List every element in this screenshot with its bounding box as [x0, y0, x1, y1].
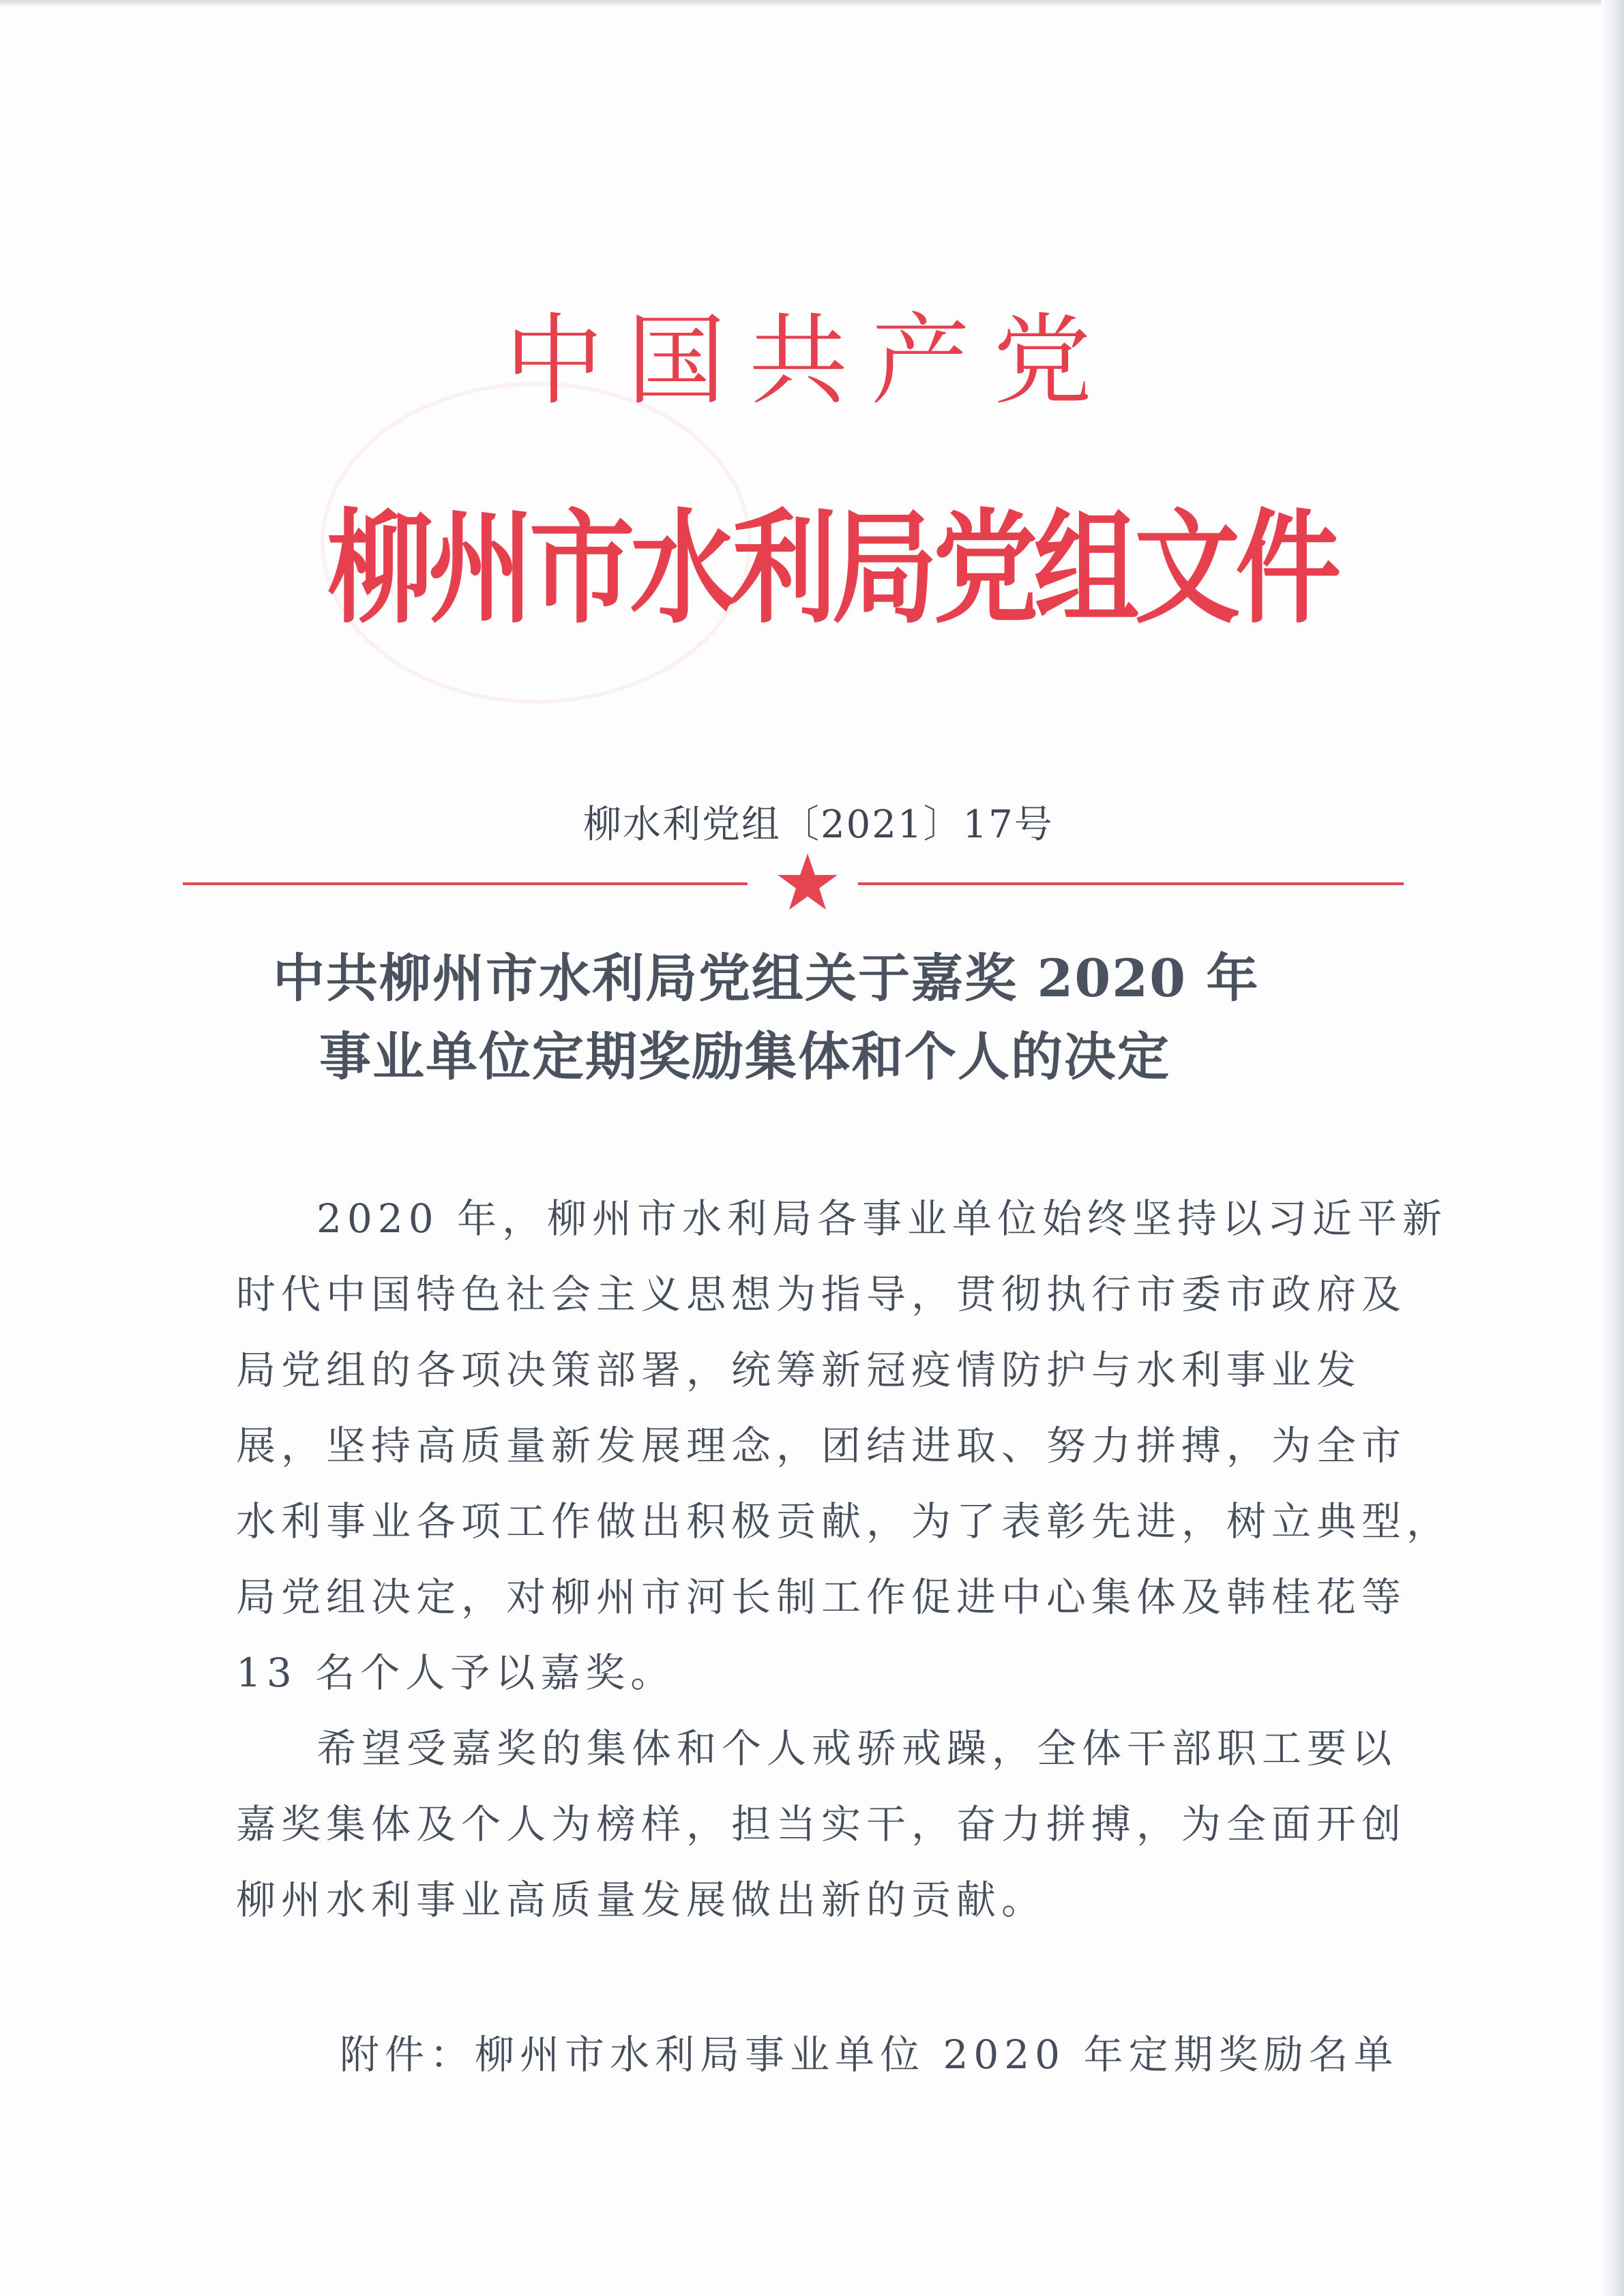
- star-icon: [776, 851, 839, 914]
- body-paragraph-1-line: 13 名个人予以嘉奖。: [236, 1650, 676, 1696]
- masthead-document-title: 柳州市水利局党组文件: [327, 498, 1337, 640]
- body-paragraph-2-line: 柳州水利事业高质量发展做出新的贡献。: [236, 1877, 1047, 1923]
- body-paragraph-1-line: 展，坚持高质量新发展理念，团结进取、努力拼搏，为全市: [236, 1422, 1407, 1469]
- masthead-issuer: 中国共产党: [505, 303, 1115, 419]
- body-paragraph-1-line: 局党组的各项决策部署，统筹新冠疫情防护与水利事业发: [236, 1347, 1362, 1393]
- scan-edge-top: [0, 0, 1624, 7]
- body-paragraph-1-line: 水利事业各项工作做出积极贡献，为了表彰先进，树立典型，: [236, 1498, 1452, 1545]
- red-rule-right: [858, 882, 1404, 885]
- decision-title-line-1: 中共柳州市水利局党组关于嘉奖 2020 年: [273, 948, 1260, 1009]
- body-paragraph-1-line: 2020 年，柳州市水利局各事业单位始终坚持以习近平新: [316, 1195, 1448, 1242]
- document-number: 柳水利党组〔2021〕17号: [583, 803, 1054, 847]
- body-paragraph-2-line: 嘉奖集体及个人为榜样，担当实干，奋力拼搏，为全面开创: [236, 1801, 1407, 1847]
- body-paragraph-1-line: 局党组决定，对柳州市河长制工作促进中心集体及韩桂花等: [236, 1574, 1407, 1620]
- body-paragraph-2-line: 希望受嘉奖的集体和个人戒骄戒躁，全体干部职工要以: [316, 1725, 1398, 1772]
- body-paragraph-1-line: 时代中国特色社会主义思想为指导，贯彻执行市委市政府及: [236, 1271, 1407, 1317]
- decision-title-line-2: 事业单位定期奖励集体和个人的决定: [319, 1026, 1170, 1087]
- red-rule-left: [183, 882, 748, 885]
- attachment-note: 附件：柳州市水利局事业单位 2020 年定期奖励名单: [340, 2031, 1399, 2078]
- scan-edge-right: [1601, 0, 1624, 2296]
